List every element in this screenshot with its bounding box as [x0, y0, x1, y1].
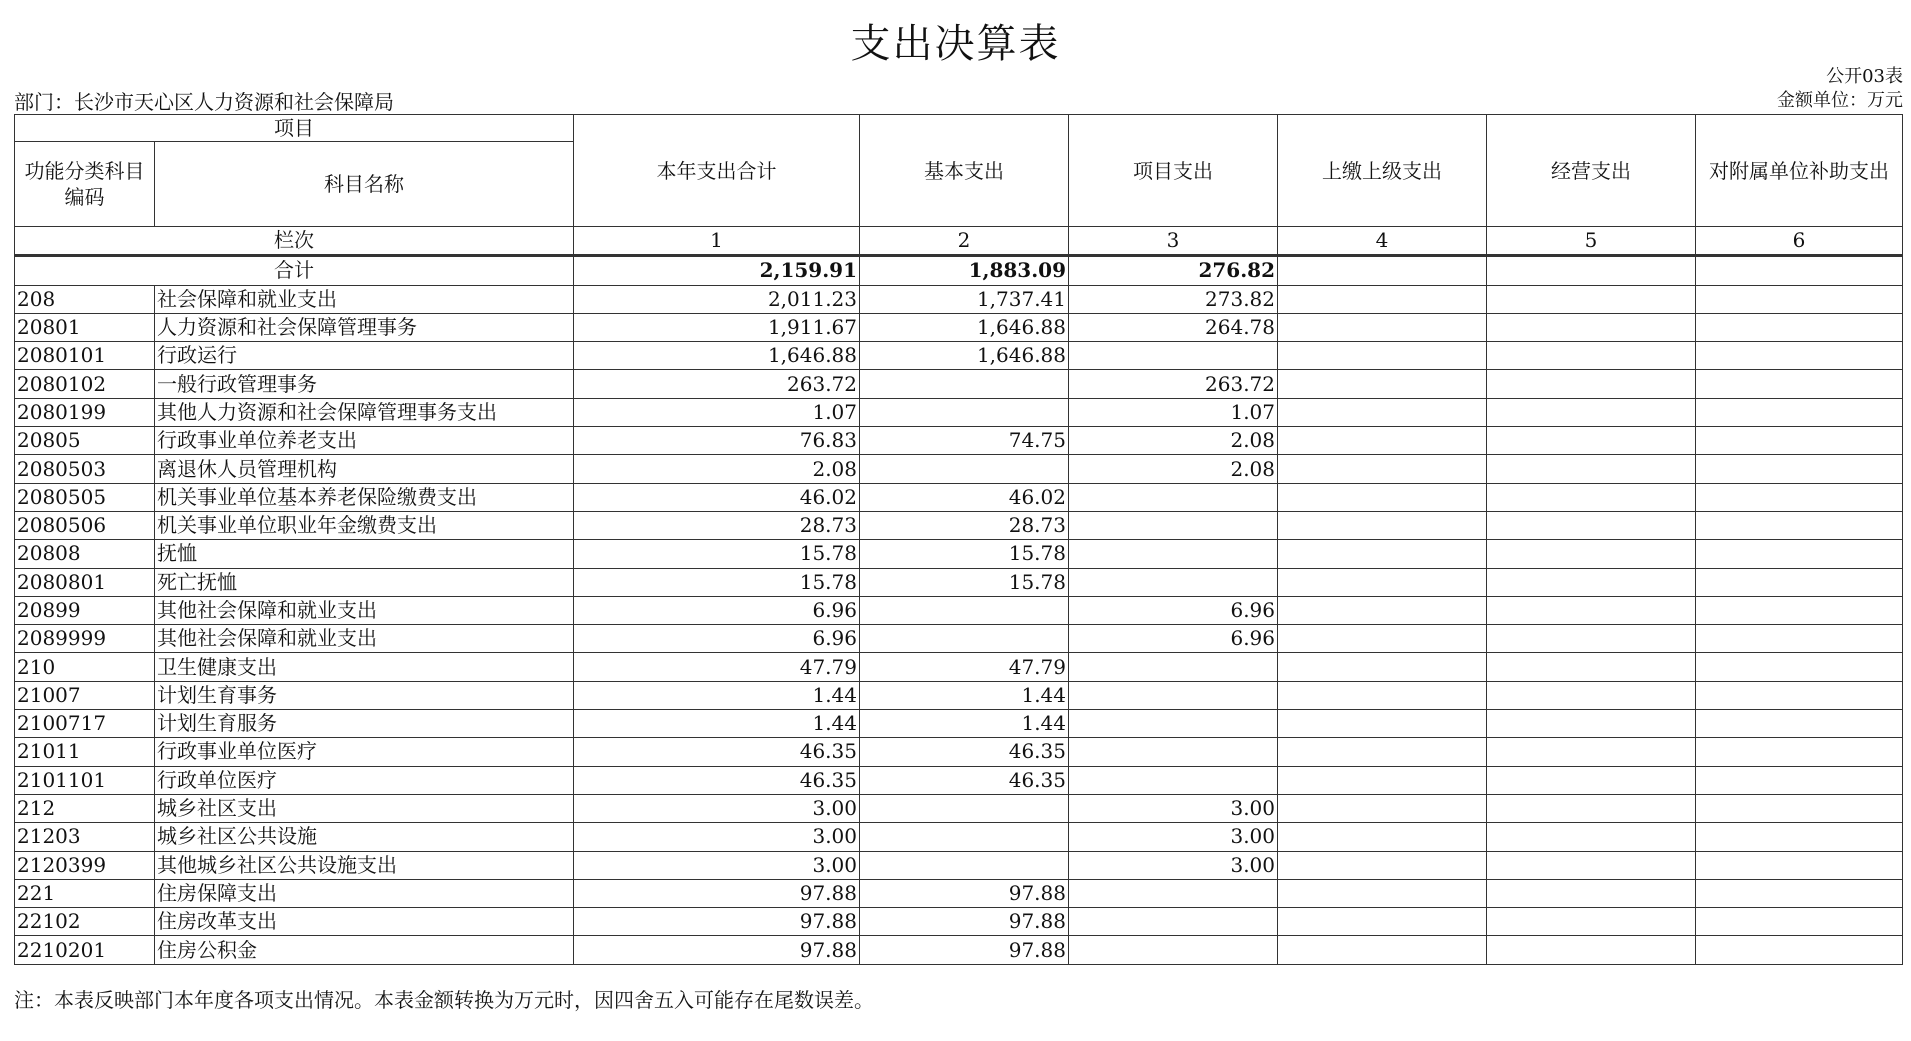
row-code: 2080503	[15, 455, 155, 483]
row-name: 行政运行	[155, 342, 574, 370]
row-code: 2080506	[15, 511, 155, 539]
row-upper	[1278, 370, 1487, 398]
row-project: 273.82	[1069, 285, 1278, 313]
row-basic: 15.78	[860, 568, 1069, 596]
row-name: 住房公积金	[155, 936, 574, 964]
table-row	[15, 370, 1903, 398]
row-basic: 1,646.88	[860, 313, 1069, 341]
row-project: 3.00	[1069, 794, 1278, 822]
row-business	[1487, 908, 1696, 936]
row-name: 其他社会保障和就业支出	[155, 596, 574, 624]
row-code: 2089999	[15, 625, 155, 653]
row-subsidy	[1696, 879, 1903, 907]
header-business: 经营支出	[1487, 115, 1696, 227]
row-business	[1487, 342, 1696, 370]
row-basic: 15.78	[860, 540, 1069, 568]
row-subsidy	[1696, 766, 1903, 794]
row-basic	[860, 398, 1069, 426]
row-name: 其他城乡社区公共设施支出	[155, 851, 574, 879]
table-row	[15, 511, 1903, 539]
row-total: 15.78	[574, 568, 860, 596]
row-code: 20801	[15, 313, 155, 341]
table-row	[15, 540, 1903, 568]
row-basic: 74.75	[860, 427, 1069, 455]
row-code: 2080199	[15, 398, 155, 426]
row-code: 21007	[15, 681, 155, 709]
row-subsidy	[1696, 370, 1903, 398]
row-name: 死亡抚恤	[155, 568, 574, 596]
row-total: 47.79	[574, 653, 860, 681]
row-basic: 1,646.88	[860, 342, 1069, 370]
row-business	[1487, 794, 1696, 822]
row-business	[1487, 625, 1696, 653]
row-subsidy	[1696, 596, 1903, 624]
row-code: 20899	[15, 596, 155, 624]
row-basic: 1,737.41	[860, 285, 1069, 313]
total-subsidy	[1696, 256, 1903, 285]
row-name: 行政事业单位养老支出	[155, 427, 574, 455]
row-subsidy	[1696, 936, 1903, 964]
row-business	[1487, 710, 1696, 738]
table-row	[15, 342, 1903, 370]
header-item: 项目	[15, 115, 574, 142]
row-name: 离退休人员管理机构	[155, 455, 574, 483]
row-name: 抚恤	[155, 540, 574, 568]
row-project: 2.08	[1069, 455, 1278, 483]
row-upper	[1278, 483, 1487, 511]
row-subsidy	[1696, 427, 1903, 455]
row-total: 46.02	[574, 483, 860, 511]
row-total: 1,911.67	[574, 313, 860, 341]
row-upper	[1278, 851, 1487, 879]
row-upper	[1278, 766, 1487, 794]
row-code: 212	[15, 794, 155, 822]
row-total: 3.00	[574, 794, 860, 822]
row-code: 21011	[15, 738, 155, 766]
table-row	[15, 625, 1903, 653]
row-code: 2080801	[15, 568, 155, 596]
row-project	[1069, 483, 1278, 511]
row-subsidy	[1696, 625, 1903, 653]
row-subsidy	[1696, 455, 1903, 483]
row-code: 20805	[15, 427, 155, 455]
row-project	[1069, 710, 1278, 738]
row-code: 2080505	[15, 483, 155, 511]
row-subsidy	[1696, 738, 1903, 766]
row-total: 6.96	[574, 625, 860, 653]
row-upper	[1278, 794, 1487, 822]
row-subsidy	[1696, 794, 1903, 822]
row-total: 28.73	[574, 511, 860, 539]
row-project	[1069, 342, 1278, 370]
row-basic	[860, 596, 1069, 624]
row-basic: 97.88	[860, 879, 1069, 907]
row-total: 1.44	[574, 710, 860, 738]
row-business	[1487, 823, 1696, 851]
row-basic: 46.35	[860, 738, 1069, 766]
row-name: 城乡社区支出	[155, 794, 574, 822]
table-row	[15, 766, 1903, 794]
row-business	[1487, 596, 1696, 624]
row-basic: 46.35	[860, 766, 1069, 794]
row-business	[1487, 540, 1696, 568]
row-subsidy	[1696, 511, 1903, 539]
index-1: 1	[574, 227, 860, 256]
row-total: 1.07	[574, 398, 860, 426]
total-basic: 1,883.09	[860, 256, 1069, 285]
index-5: 5	[1487, 227, 1696, 256]
header-upper: 上缴上级支出	[1278, 115, 1487, 227]
row-basic	[860, 625, 1069, 653]
row-project	[1069, 540, 1278, 568]
row-project: 2.08	[1069, 427, 1278, 455]
total-row	[15, 256, 1903, 285]
row-code: 2210201	[15, 936, 155, 964]
row-name: 卫生健康支出	[155, 653, 574, 681]
row-total: 46.35	[574, 766, 860, 794]
row-code: 210	[15, 653, 155, 681]
row-total: 263.72	[574, 370, 860, 398]
table-row	[15, 568, 1903, 596]
row-business	[1487, 370, 1696, 398]
index-label: 栏次	[15, 227, 574, 256]
row-upper	[1278, 710, 1487, 738]
table-row	[15, 653, 1903, 681]
row-business	[1487, 427, 1696, 455]
row-basic: 46.02	[860, 483, 1069, 511]
row-subsidy	[1696, 851, 1903, 879]
row-subsidy	[1696, 823, 1903, 851]
row-project: 6.96	[1069, 625, 1278, 653]
row-project	[1069, 908, 1278, 936]
row-subsidy	[1696, 342, 1903, 370]
row-name: 行政单位医疗	[155, 766, 574, 794]
header-row-1	[15, 115, 1903, 142]
row-code: 2080102	[15, 370, 155, 398]
table-row	[15, 851, 1903, 879]
row-total: 97.88	[574, 936, 860, 964]
row-business	[1487, 568, 1696, 596]
page-title: 支出决算表	[850, 21, 1061, 67]
header-subsidy: 对附属单位补助支出	[1696, 115, 1903, 227]
table-row	[15, 313, 1903, 341]
row-subsidy	[1696, 398, 1903, 426]
header-code: 功能分类科目编码	[15, 142, 155, 227]
row-basic: 1.44	[860, 710, 1069, 738]
row-project: 3.00	[1069, 823, 1278, 851]
row-business	[1487, 285, 1696, 313]
row-upper	[1278, 625, 1487, 653]
row-total: 97.88	[574, 879, 860, 907]
header-basic: 基本支出	[860, 115, 1069, 227]
row-basic: 97.88	[860, 936, 1069, 964]
row-upper	[1278, 879, 1487, 907]
row-upper	[1278, 596, 1487, 624]
row-project	[1069, 568, 1278, 596]
row-total: 2,011.23	[574, 285, 860, 313]
index-2: 2	[860, 227, 1069, 256]
row-basic	[860, 455, 1069, 483]
row-name: 其他人力资源和社会保障管理事务支出	[155, 398, 574, 426]
row-upper	[1278, 511, 1487, 539]
table-row	[15, 455, 1903, 483]
row-upper	[1278, 568, 1487, 596]
row-subsidy	[1696, 285, 1903, 313]
row-code: 2101101	[15, 766, 155, 794]
row-project	[1069, 879, 1278, 907]
row-business	[1487, 851, 1696, 879]
row-total: 15.78	[574, 540, 860, 568]
index-4: 4	[1278, 227, 1487, 256]
row-upper	[1278, 342, 1487, 370]
row-subsidy	[1696, 483, 1903, 511]
row-business	[1487, 483, 1696, 511]
row-basic: 1.44	[860, 681, 1069, 709]
row-upper	[1278, 313, 1487, 341]
row-total: 97.88	[574, 908, 860, 936]
table-row	[15, 710, 1903, 738]
table-row	[15, 794, 1903, 822]
row-code: 2120399	[15, 851, 155, 879]
row-project: 1.07	[1069, 398, 1278, 426]
table-row	[15, 823, 1903, 851]
row-upper	[1278, 285, 1487, 313]
row-name: 一般行政管理事务	[155, 370, 574, 398]
form-number: 公开03表	[1826, 66, 1903, 87]
table-row	[15, 879, 1903, 907]
index-3: 3	[1069, 227, 1278, 256]
row-subsidy	[1696, 908, 1903, 936]
row-name: 机关事业单位职业年金缴费支出	[155, 511, 574, 539]
row-name: 行政事业单位医疗	[155, 738, 574, 766]
table-row	[15, 738, 1903, 766]
row-project	[1069, 681, 1278, 709]
row-name: 计划生育服务	[155, 710, 574, 738]
row-business	[1487, 653, 1696, 681]
row-name: 城乡社区公共设施	[155, 823, 574, 851]
row-business	[1487, 313, 1696, 341]
row-name: 计划生育事务	[155, 681, 574, 709]
row-total: 6.96	[574, 596, 860, 624]
total-upper	[1278, 256, 1487, 285]
row-project: 263.72	[1069, 370, 1278, 398]
index-row	[15, 227, 1903, 256]
row-upper	[1278, 398, 1487, 426]
row-name: 住房保障支出	[155, 879, 574, 907]
row-upper	[1278, 540, 1487, 568]
row-code: 21203	[15, 823, 155, 851]
row-project: 3.00	[1069, 851, 1278, 879]
row-upper	[1278, 681, 1487, 709]
row-project	[1069, 738, 1278, 766]
row-subsidy	[1696, 540, 1903, 568]
department-label: 部门：长沙市天心区人力资源和社会保障局	[14, 90, 394, 114]
header-total: 本年支出合计	[574, 115, 860, 227]
expenditure-table	[14, 114, 1903, 965]
row-code: 221	[15, 879, 155, 907]
row-project	[1069, 936, 1278, 964]
total-project: 276.82	[1069, 256, 1278, 285]
row-subsidy	[1696, 710, 1903, 738]
footnote: 注：本表反映部门本年度各项支出情况。本表金额转换为万元时，因四舍五入可能存在尾数误差。	[14, 988, 874, 1012]
row-total: 46.35	[574, 738, 860, 766]
row-business	[1487, 511, 1696, 539]
table-row	[15, 596, 1903, 624]
index-6: 6	[1696, 227, 1903, 256]
row-upper	[1278, 653, 1487, 681]
row-basic	[860, 851, 1069, 879]
total-business	[1487, 256, 1696, 285]
row-upper	[1278, 823, 1487, 851]
row-code: 208	[15, 285, 155, 313]
table-row	[15, 427, 1903, 455]
row-total: 3.00	[574, 823, 860, 851]
row-total: 3.00	[574, 851, 860, 879]
row-project: 264.78	[1069, 313, 1278, 341]
row-business	[1487, 766, 1696, 794]
table-row	[15, 936, 1903, 964]
header-project: 项目支出	[1069, 115, 1278, 227]
row-basic	[860, 370, 1069, 398]
row-code: 22102	[15, 908, 155, 936]
row-business	[1487, 936, 1696, 964]
row-code: 2080101	[15, 342, 155, 370]
table-row	[15, 681, 1903, 709]
row-name: 住房改革支出	[155, 908, 574, 936]
row-upper	[1278, 455, 1487, 483]
row-basic: 47.79	[860, 653, 1069, 681]
row-name: 人力资源和社会保障管理事务	[155, 313, 574, 341]
row-basic: 28.73	[860, 511, 1069, 539]
row-subsidy	[1696, 313, 1903, 341]
row-business	[1487, 398, 1696, 426]
row-name: 机关事业单位基本养老保险缴费支出	[155, 483, 574, 511]
table-row	[15, 398, 1903, 426]
row-business	[1487, 681, 1696, 709]
row-business	[1487, 455, 1696, 483]
row-upper	[1278, 908, 1487, 936]
row-total: 76.83	[574, 427, 860, 455]
table-row	[15, 908, 1903, 936]
row-upper	[1278, 738, 1487, 766]
row-subsidy	[1696, 653, 1903, 681]
row-code: 20808	[15, 540, 155, 568]
row-business	[1487, 879, 1696, 907]
total-label: 合计	[15, 256, 574, 285]
row-code: 2100717	[15, 710, 155, 738]
table-row	[15, 285, 1903, 313]
row-basic	[860, 794, 1069, 822]
row-upper	[1278, 936, 1487, 964]
row-subsidy	[1696, 568, 1903, 596]
row-name: 其他社会保障和就业支出	[155, 625, 574, 653]
row-project: 6.96	[1069, 596, 1278, 624]
row-total: 1.44	[574, 681, 860, 709]
row-basic: 97.88	[860, 908, 1069, 936]
table-row	[15, 483, 1903, 511]
row-total: 1,646.88	[574, 342, 860, 370]
total-sum: 2,159.91	[574, 256, 860, 285]
row-upper	[1278, 427, 1487, 455]
row-subsidy	[1696, 681, 1903, 709]
row-project	[1069, 653, 1278, 681]
row-basic	[860, 823, 1069, 851]
row-total: 2.08	[574, 455, 860, 483]
row-project	[1069, 511, 1278, 539]
row-business	[1487, 738, 1696, 766]
row-name: 社会保障和就业支出	[155, 285, 574, 313]
amount-unit-label: 金额单位：万元	[1777, 90, 1903, 111]
row-project	[1069, 766, 1278, 794]
header-name: 科目名称	[155, 142, 574, 227]
